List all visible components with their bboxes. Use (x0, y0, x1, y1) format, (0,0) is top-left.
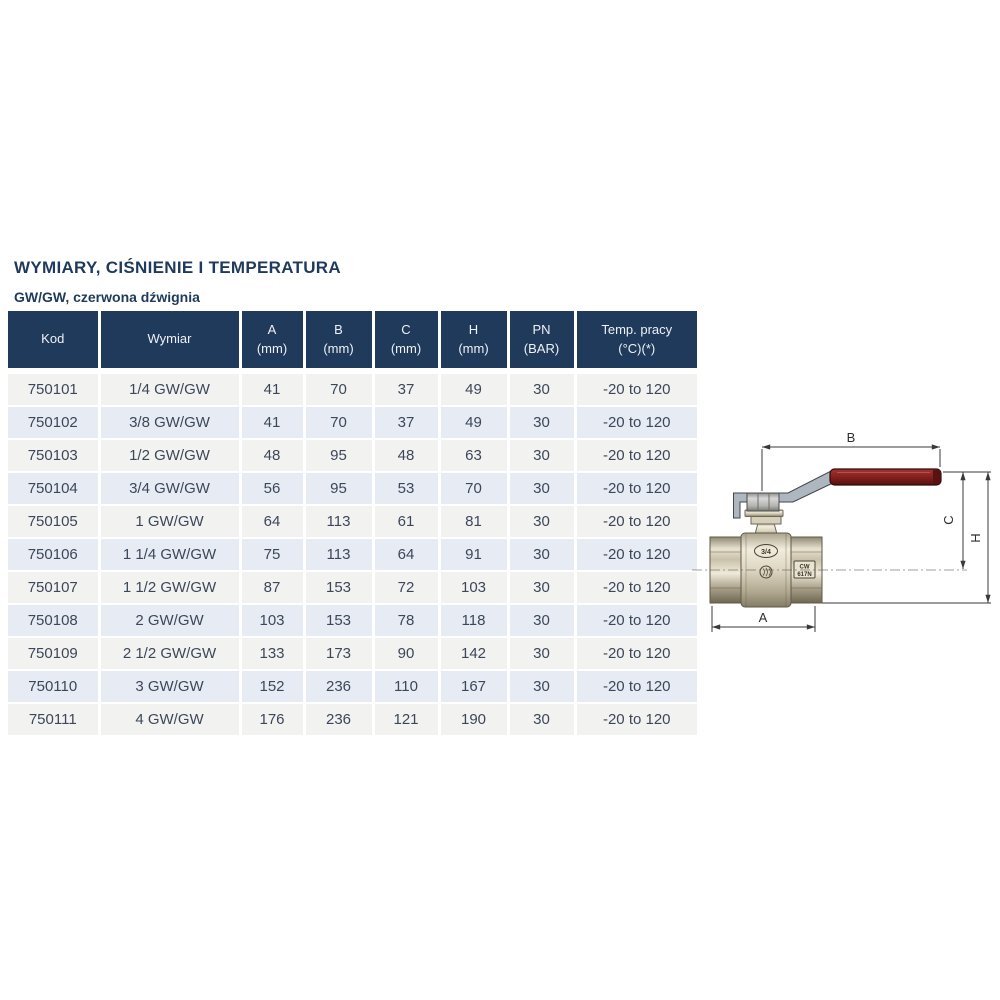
alloy-marking-line1: CW (799, 564, 810, 571)
cell-b-mm: 153 (304, 571, 373, 604)
cell-a-mm: 133 (240, 637, 304, 670)
cell-wymiar: 1/2 GW/GW (99, 439, 240, 472)
cell-h-mm: 91 (439, 538, 508, 571)
cell-temp-pracy: -20 to 120 (575, 505, 697, 538)
cell-kod: 750111 (8, 703, 99, 736)
cell-wymiar: 3/8 GW/GW (99, 406, 240, 439)
cell-pn-bar: 30 (508, 571, 575, 604)
cell-wymiar: 1 1/2 GW/GW (99, 571, 240, 604)
valve-technical-drawing (690, 425, 1000, 640)
cell-wymiar: 1/4 GW/GW (99, 371, 240, 406)
cell-pn-bar: 30 (508, 371, 575, 406)
cell-pn-bar: 30 (508, 670, 575, 703)
cell-c-mm: 48 (373, 439, 439, 472)
cell-a-mm: 152 (240, 670, 304, 703)
table-row (8, 670, 697, 703)
cell-kod: 750102 (8, 406, 99, 439)
cell-pn-bar: 30 (508, 505, 575, 538)
cell-a-mm: 64 (240, 505, 304, 538)
cell-kod: 750106 (8, 538, 99, 571)
cell-c-mm: 37 (373, 406, 439, 439)
cell-a-mm: 75 (240, 538, 304, 571)
cell-temp-pracy: -20 to 120 (575, 406, 697, 439)
cell-temp-pracy: -20 to 120 (575, 472, 697, 505)
cell-temp-pracy: -20 to 120 (575, 637, 697, 670)
cell-kod: 750101 (8, 371, 99, 406)
cell-kod: 750104 (8, 472, 99, 505)
cell-a-mm: 48 (240, 439, 304, 472)
cell-a-mm: 103 (240, 604, 304, 637)
dimension-label-b: B (846, 430, 856, 445)
cell-h-mm: 118 (439, 604, 508, 637)
cell-pn-bar: 30 (508, 439, 575, 472)
cell-h-mm: 49 (439, 371, 508, 406)
cell-b-mm: 236 (304, 670, 373, 703)
column-header-3: B (mm) (304, 311, 373, 371)
alloy-marking-line2: 617N (797, 572, 812, 578)
spec-table-header (8, 311, 697, 371)
cell-kod: 750109 (8, 637, 99, 670)
cell-b-mm: 70 (304, 371, 373, 406)
column-header-2: A (mm) (240, 311, 304, 371)
cell-pn-bar: 30 (508, 637, 575, 670)
spec-table-body (8, 371, 697, 736)
table-row (8, 604, 697, 637)
table-row (8, 571, 697, 604)
cell-wymiar: 2 1/2 GW/GW (99, 637, 240, 670)
cell-kod: 750108 (8, 604, 99, 637)
valve-stem-nut (747, 493, 779, 511)
cell-h-mm: 167 (439, 670, 508, 703)
dimension-label-a: A (758, 610, 768, 625)
cell-temp-pracy: -20 to 120 (575, 703, 697, 736)
cell-a-mm: 176 (240, 703, 304, 736)
column-header-7: Temp. pracy (°C)(*) (575, 311, 697, 371)
cell-b-mm: 113 (304, 505, 373, 538)
size-marking-text: 3/4 (761, 549, 771, 556)
column-header-0: Kod (8, 311, 99, 371)
cell-c-mm: 110 (373, 670, 439, 703)
cell-temp-pracy: -20 to 120 (575, 571, 697, 604)
cell-kod: 750103 (8, 439, 99, 472)
cell-c-mm: 121 (373, 703, 439, 736)
cell-b-mm: 95 (304, 439, 373, 472)
cell-temp-pracy: -20 to 120 (575, 538, 697, 571)
handle-grip-end-band (933, 470, 940, 484)
cell-wymiar: 4 GW/GW (99, 703, 240, 736)
cell-h-mm: 190 (439, 703, 508, 736)
cell-c-mm: 53 (373, 472, 439, 505)
cell-b-mm: 70 (304, 406, 373, 439)
cell-pn-bar: 30 (508, 472, 575, 505)
cell-h-mm: 63 (439, 439, 508, 472)
cell-a-mm: 41 (240, 406, 304, 439)
table-row (8, 472, 697, 505)
cell-kod: 750110 (8, 670, 99, 703)
cell-temp-pracy: -20 to 120 (575, 670, 697, 703)
cell-temp-pracy: -20 to 120 (575, 604, 697, 637)
column-header-5: H (mm) (439, 311, 508, 371)
cell-a-mm: 41 (240, 371, 304, 406)
cell-wymiar: 2 GW/GW (99, 604, 240, 637)
cell-a-mm: 56 (240, 472, 304, 505)
cell-wymiar: 1 GW/GW (99, 505, 240, 538)
cell-c-mm: 61 (373, 505, 439, 538)
page-subtitle: GW/GW, czerwona dźwignia (14, 289, 200, 305)
table-row (8, 371, 697, 406)
cell-pn-bar: 30 (508, 406, 575, 439)
column-header-6: PN (BAR) (508, 311, 575, 371)
cell-kod: 750105 (8, 505, 99, 538)
cell-h-mm: 49 (439, 406, 508, 439)
cell-b-mm: 236 (304, 703, 373, 736)
cell-pn-bar: 30 (508, 538, 575, 571)
cell-h-mm: 70 (439, 472, 508, 505)
cell-h-mm: 103 (439, 571, 508, 604)
dimension-label-h: H (968, 533, 983, 543)
cell-c-mm: 64 (373, 538, 439, 571)
cell-c-mm: 72 (373, 571, 439, 604)
table-row (8, 703, 697, 736)
valve-handle-grip (830, 469, 941, 485)
column-header-1: Wymiar (99, 311, 240, 371)
cell-c-mm: 37 (373, 371, 439, 406)
spec-table (8, 311, 697, 737)
cell-h-mm: 81 (439, 505, 508, 538)
cell-a-mm: 87 (240, 571, 304, 604)
cell-wymiar: 3/4 GW/GW (99, 472, 240, 505)
cell-temp-pracy: -20 to 120 (575, 371, 697, 406)
cell-b-mm: 113 (304, 538, 373, 571)
valve-stem-collar (751, 516, 781, 524)
cell-c-mm: 90 (373, 637, 439, 670)
page-title: WYMIARY, CIŚNIENIE I TEMPERATURA (14, 258, 341, 277)
table-row (8, 538, 697, 571)
header-row (8, 311, 697, 371)
column-header-4: C (mm) (373, 311, 439, 371)
cell-temp-pracy: -20 to 120 (575, 439, 697, 472)
table-row (8, 505, 697, 538)
cell-wymiar: 3 GW/GW (99, 670, 240, 703)
cell-h-mm: 142 (439, 637, 508, 670)
table-row (8, 637, 697, 670)
cell-b-mm: 95 (304, 472, 373, 505)
cell-wymiar: 1 1/4 GW/GW (99, 538, 240, 571)
table-row (8, 439, 697, 472)
cell-pn-bar: 30 (508, 604, 575, 637)
cell-pn-bar: 30 (508, 703, 575, 736)
cell-kod: 750107 (8, 571, 99, 604)
cell-b-mm: 173 (304, 637, 373, 670)
dimension-label-c: C (941, 515, 956, 525)
table-row (8, 406, 697, 439)
cell-c-mm: 78 (373, 604, 439, 637)
cell-b-mm: 153 (304, 604, 373, 637)
